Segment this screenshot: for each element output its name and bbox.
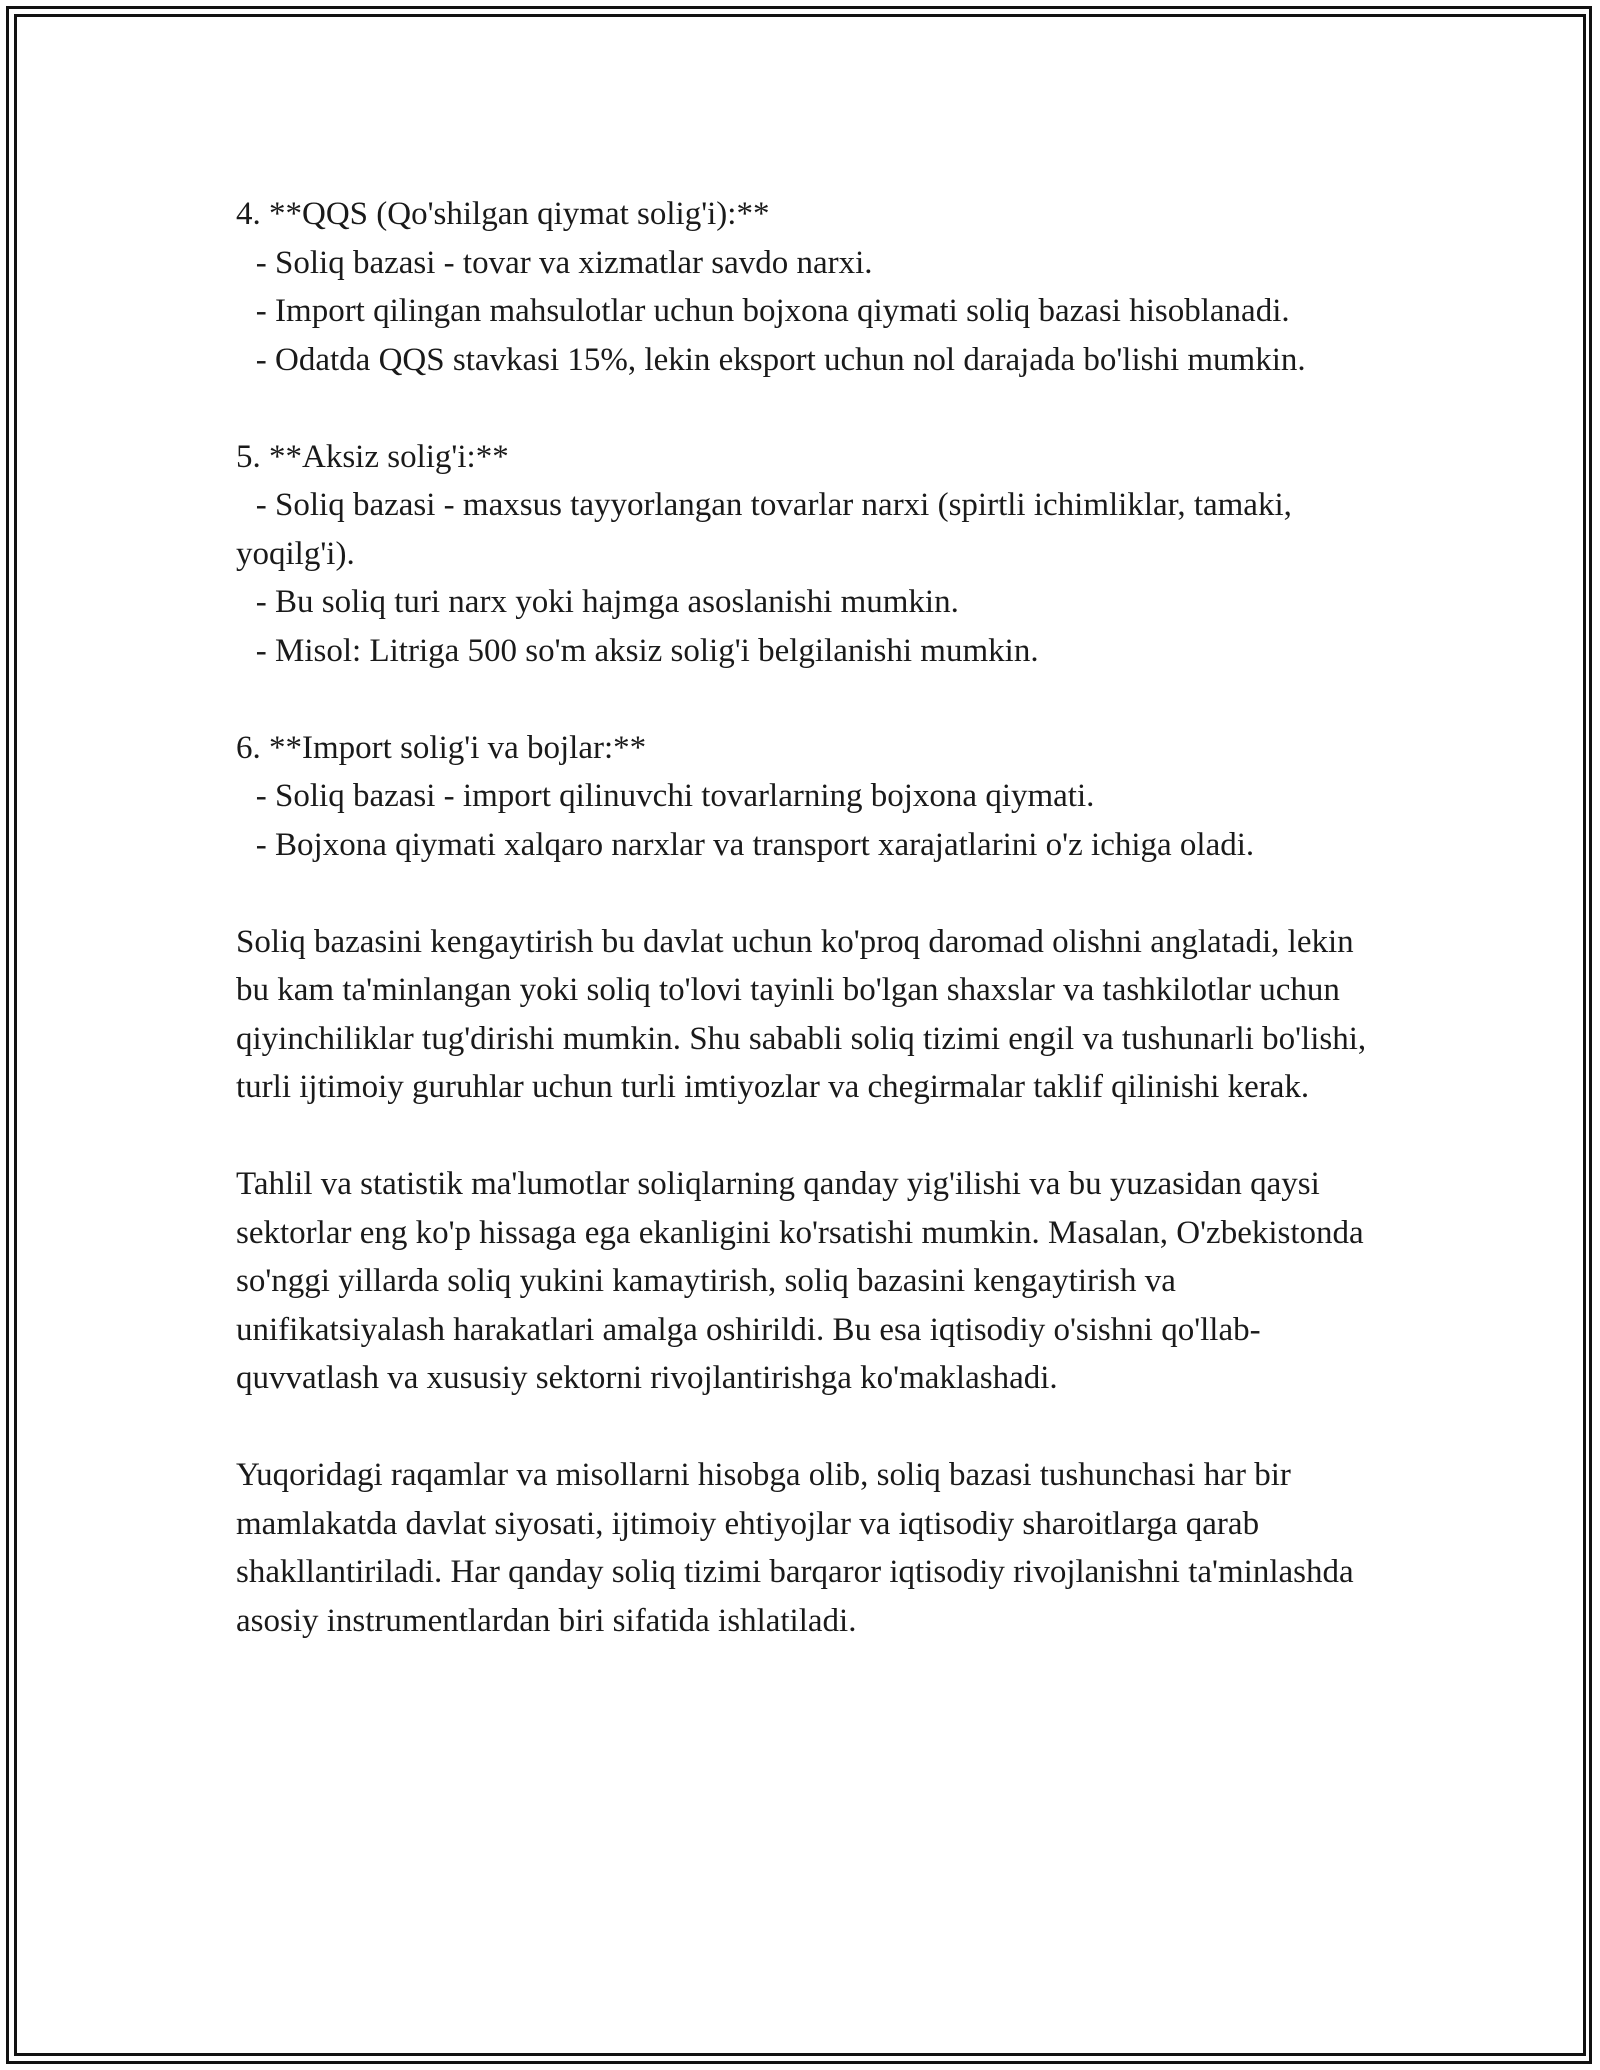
- bullet-item: - Soliq bazasi - import qilinuvchi tovarlarning bojxona qiymati.: [255, 778, 1095, 814]
- section-title: 4. **QQS (Qo'shilgan qiymat solig'i):**: [236, 196, 770, 232]
- section-import: [236, 724, 1376, 870]
- section-qqs: [236, 190, 1376, 384]
- section-title: 6. **Import solig'i va bojlar:**: [236, 729, 647, 766]
- section-aksiz: [236, 433, 1376, 676]
- bullet-item: - Soliq bazasi - tovar va xizmatlar savdo narxi.: [255, 244, 873, 281]
- bullet-item: - Bu soliq turi narx yoki hajmga asoslanishi mumkin.: [255, 584, 959, 620]
- paragraph: Yuqoridagi raqamlar va misollarni hisobga olib, soliq bazasi tushunchasi har bir mamlakatda davlat siyosati, ijtimoiy ehtiyojlar va iqtisodiy sharoitlarga qarab shakllantiriladi. Har qanday soliq tizimi barqaror iqtisodiy rivojlanishni ta'minlashda asosiy instrumentlardan biri sifatida ishlatiladi.: [236, 1457, 1362, 1639]
- bullet-item: - Soliq bazasi - maxsus tayyorlangan tovarlar narxi (spirtli ichimliklar, tamaki, yoqilg'i).: [236, 487, 1301, 572]
- bullet-item: - Bojxona qiymati xalqaro narxlar va transport xarajatlarini o'z ichiga oladi.: [255, 826, 1255, 863]
- paragraph: Soliq bazasini kengaytirish bu davlat uchun ko'proq daromad olishni anglatadi, lekin bu kam ta'minlangan yoki soliq to'lovi tayinli bo'lgan shaxslar va tashkilotlar uchun qiyinchiliklar tug'dirishi mumkin. Shu sababli soliq tizimi engil va tushunarli bo'lishi, turli ijtimoiy guruhlar uchun turli imtiyozlar va chegirmalar taklif qilinishi kerak.: [236, 923, 1375, 1105]
- paragraph: Tahlil va statistik ma'lumotlar soliqlarning qanday yig'ilishi va bu yuzasidan qaysi sektorlar eng ko'p hissaga ega ekanligini ko'rsatishi mumkin. Masalan, O'zbekistonda so'nggi yillarda soliq yukini kamaytirish, soliq bazasini kengaytirish va unifikatsiyalash harakatlari amalga oshirildi. Bu esa iqtisodiy o'sishni qo'llab-quvvatlash va xususiy sektorni rivojlantirishga ko'maklashadi.: [236, 1166, 1372, 1396]
- bullet-item: - Misol: Litriga 500 so'm aksiz solig'i belgilanishi mumkin.: [255, 632, 1039, 669]
- section-title: 5. **Aksiz solig'i:**: [236, 438, 509, 475]
- bullet-item: - Odatda QQS stavkasi 15%, lekin eksport uchun nol darajada bo'lishi mumkin.: [255, 341, 1306, 378]
- bullet-item: - Import qilingan mahsulotlar uchun bojxona qiymati soliq bazasi hisoblanadi.: [255, 293, 1290, 329]
- document-body: [236, 190, 1376, 1645]
